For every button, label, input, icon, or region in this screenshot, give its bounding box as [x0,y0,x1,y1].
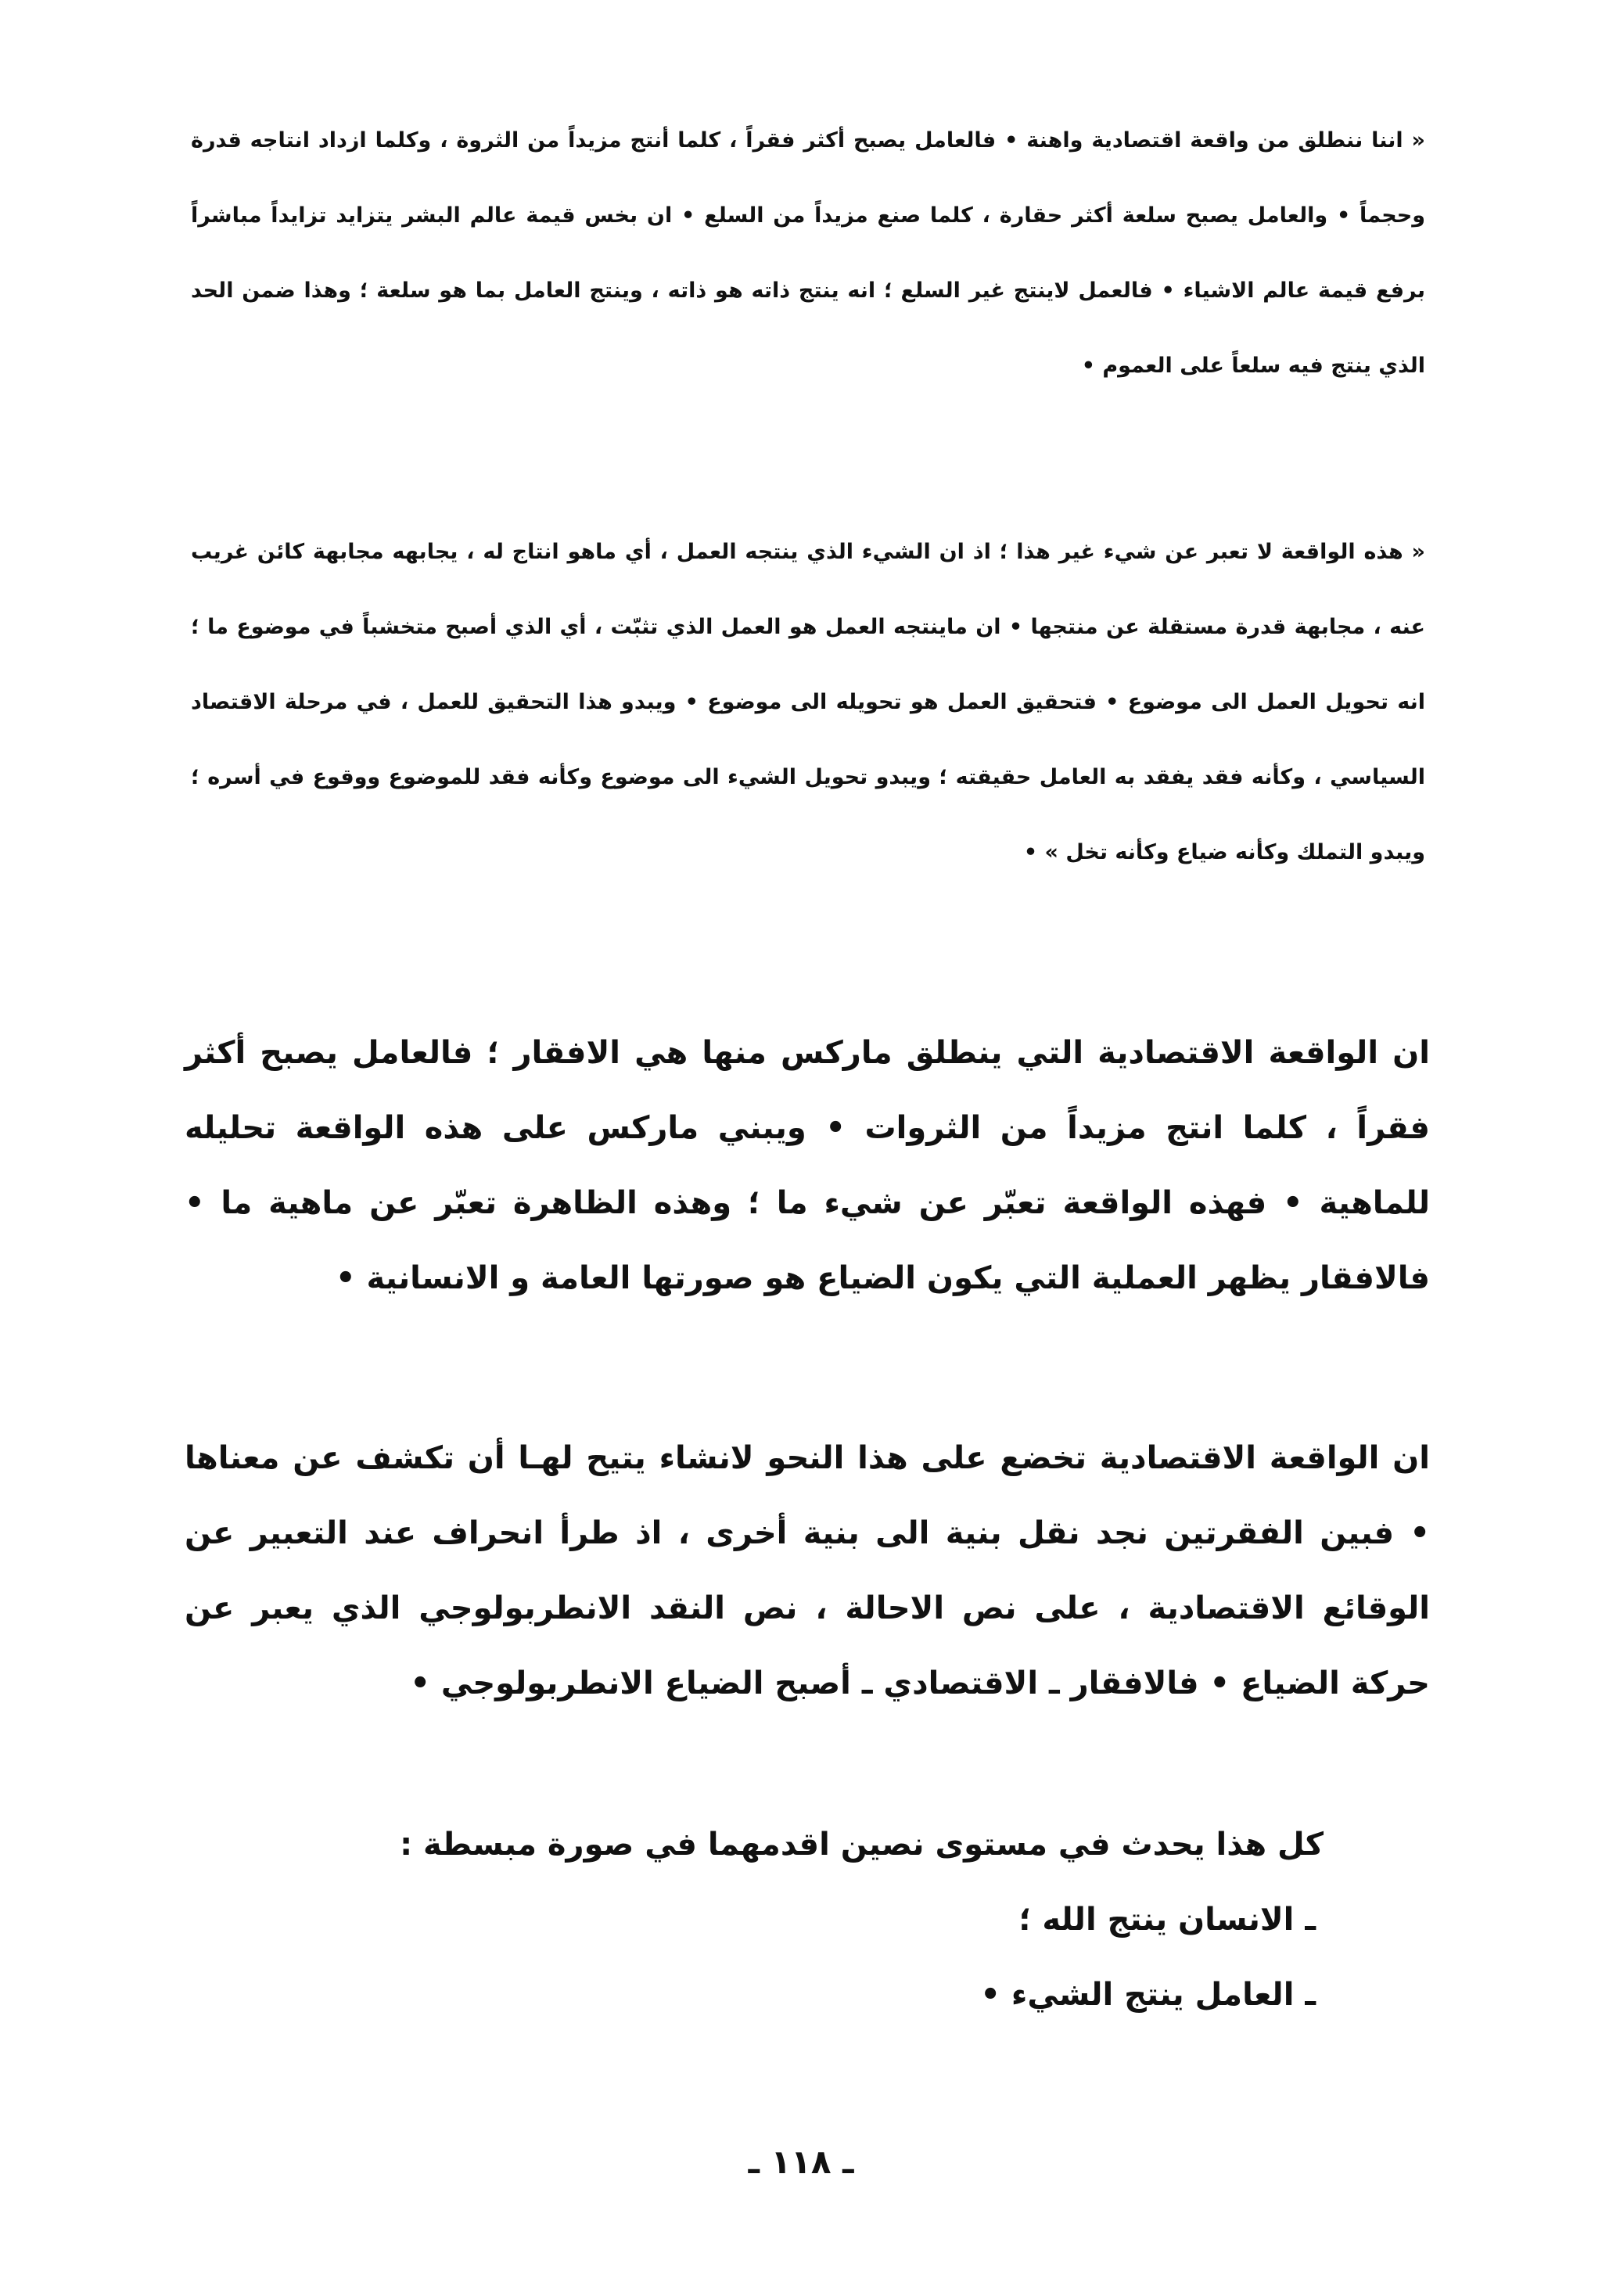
schema-list [385,1807,1324,2032]
body-paragraph-2-text: ان الواقعة الاقتصادية تخضع على هذا النحو لانشاء يتيح لهـا أن تكشف عن معناها • فبين الفقرتين نجد نقل بنية الى بنية أخرى ، اذ طرأ انحراف عند التعبير عن الوقائع الاقتصادية ، على نص الاحالة ، نص النقد الانطربولوجي الذي يعبر عن حركة الضياع • فالافقار ـ الاقتصادي ـ أصبح الضياع الانطربولوجي • [185,1440,1430,1701]
body-paragraph-2 [185,1421,1430,1721]
quoted-passage-2 [191,515,1425,890]
body-paragraph-1 [185,1015,1430,1316]
quoted-passage-1-text: « اننا ننطلق من واقعة اقتصادية واهنة • فالعامل يصبح أكثر فقراً ، كلما أنتج مزيداً من الثروة ، وكلما ازداد انتاجه قدرة وحجماً • والعامل يصبح سلعة أكثر حقارة ، كلما صنع مزيداً من السلع • ان بخس قيمة عالم البشر يتزايد تزايداً مباشراً برفع قيمة عالم الاشياء • فالعمل لاينتج غير السلع ؛ انه ينتج ذاته هو ذاته ، وينتج العامل بما هو سلعة ؛ وهذا ضمن الحد الذي ينتج فيه سلعاً على العموم • [191,128,1425,378]
body-paragraph-1-text: ان الواقعة الاقتصادية التي ينطلق ماركس منها هي الافقار ؛ فالعامل يصبح أكثر فقراً ، كلما انتج مزيداً من الثروات • ويبني ماركس على هذه الواقعة تحليله للماهية • فهذه الواقعة تعبّر عن شيء ما ؛ وهذه الظاهرة تعبّر عن ماهية ما • فالافقار يظهر العملية التي يكون الضياع هو صورتها العامة و الانسانية • [185,1035,1430,1296]
schema-intro: كل هذا يحدث في مستوى نصين اقدمهما في صورة مبسطة : [400,1827,1324,1863]
schema-line-1: ـ الانسان ينتج الله ؛ [1018,1902,1316,1938]
page-number: ـ ١١٨ ـ [748,2143,854,2181]
quoted-passage-2-text: « هذه الواقعة لا تعبر عن شيء غير هذا ؛ اذ ان الشيء الذي ينتجه العمل ، أي ماهو انتاج له ، يجابهه مجابهة كائن غريب عنه ، مجابهة قدرة مستقلة عن منتجها • ان ماينتجه العمل هو العمل الذي تثبّت ، أي الذي أصبح متخشباً في موضوع ما ؛ انه تحويل العمل الى موضوع • فتحقيق العمل هو تحويله الى موضوع • ويبدو هذا التحقيق للعمل ، في مرحلة الاقتصاد السياسي ، وكأنه فقد يفقد به العامل حقيقته ؛ ويبدو تحويل الشيء الى موضوع وكأنه فقد للموضوع ووقوع في أسره ؛ ويبدو التملك وكأنه ضياع وكأنه تخل » • [191,540,1425,864]
quoted-passage-1 [191,103,1425,404]
schema-line-2: ـ العامل ينتج الشيء • [980,1977,1316,2013]
